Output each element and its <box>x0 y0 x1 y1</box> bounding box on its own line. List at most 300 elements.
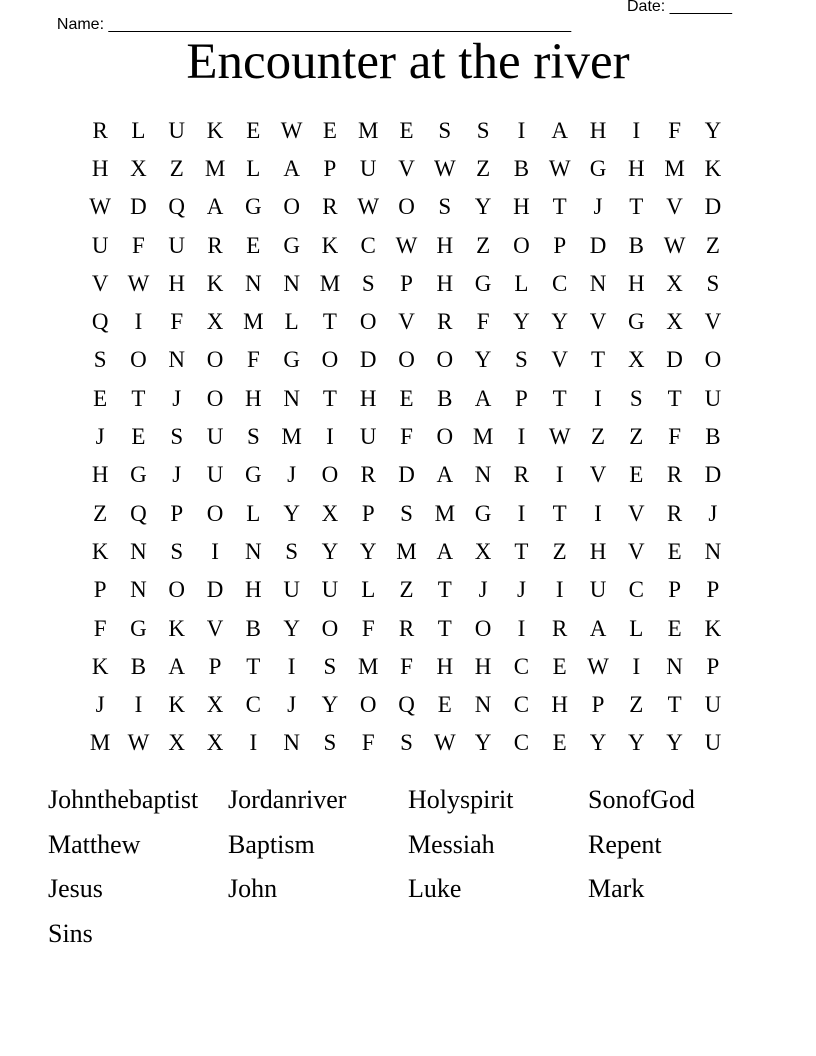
grid-letter: C <box>245 692 261 718</box>
grid-letter: O <box>206 385 224 411</box>
grid-letter: F <box>476 309 490 335</box>
grid-letter: O <box>704 347 722 373</box>
grid-letter: M <box>358 653 379 679</box>
grid-letter: R <box>360 462 376 488</box>
grid-letter: G <box>130 462 147 488</box>
grid-letter: A <box>589 615 607 641</box>
grid-letter: T <box>552 385 567 411</box>
grid-letter: T <box>552 500 567 526</box>
grid-letter: I <box>555 462 564 488</box>
grid-letter: S <box>706 270 720 296</box>
grid-letter: U <box>359 155 377 181</box>
grid-letter: K <box>704 615 722 641</box>
grid-letter: Y <box>551 309 569 335</box>
grid-letter: F <box>132 232 145 258</box>
grid-letter: D <box>589 232 607 258</box>
grid-letter: K <box>206 117 224 143</box>
grid-letter: R <box>513 462 530 488</box>
grid-letter: N <box>283 270 300 296</box>
grid-letter: A <box>551 117 569 143</box>
grid-letter: S <box>285 538 299 564</box>
grid-letter: R <box>666 462 683 488</box>
grid-letter: A <box>436 538 454 564</box>
grid-letter: I <box>287 653 296 679</box>
grid-letter: Y <box>321 538 339 564</box>
grid-letter: U <box>168 232 186 258</box>
grid-letter: E <box>399 117 414 143</box>
grid-letter: O <box>283 194 300 220</box>
word-list-item: Johnthebaptist <box>48 785 199 814</box>
grid-letter: T <box>322 385 337 411</box>
grid-letter: O <box>436 424 454 450</box>
grid-letter: Y <box>283 500 300 526</box>
grid-letter: T <box>629 194 644 220</box>
grid-letter: A <box>474 385 492 411</box>
grid-letter: N <box>283 385 300 411</box>
grid-letter: M <box>472 424 494 450</box>
grid-letter: N <box>474 692 492 718</box>
grid-letter: Z <box>476 232 491 258</box>
grid-letter: F <box>400 653 413 679</box>
grid-letter: E <box>93 385 108 411</box>
grid-letter: X <box>627 347 645 373</box>
grid-letter: E <box>131 424 146 450</box>
grid-letter: C <box>513 653 530 679</box>
grid-letter: H <box>589 117 607 143</box>
grid-letter: O <box>321 462 339 488</box>
grid-letter: O <box>436 347 454 373</box>
grid-letter: N <box>245 270 262 296</box>
grid-letter: R <box>207 232 223 258</box>
grid-letter: V <box>206 615 224 641</box>
grid-letter: D <box>398 462 415 488</box>
grid-letter: J <box>172 462 182 488</box>
grid-letter: Y <box>589 730 607 756</box>
grid-letter: Y <box>359 538 377 564</box>
grid-letter: I <box>249 730 258 756</box>
grid-letter: S <box>476 117 490 143</box>
grid-letter: N <box>589 270 607 296</box>
grid-letter: F <box>400 424 413 450</box>
grid-letter: Y <box>321 692 339 718</box>
grid-letter: N <box>704 538 722 564</box>
word-list-item: Repent <box>588 829 662 859</box>
grid-letter: B <box>130 653 147 679</box>
word-list-item: SonofGod <box>588 785 695 814</box>
grid-letter: U <box>704 730 722 756</box>
grid-letter: S <box>323 653 337 679</box>
grid-letter: Z <box>169 155 184 181</box>
grid-letter: X <box>168 730 186 756</box>
grid-letter: E <box>667 538 682 564</box>
grid-letter: C <box>628 577 644 603</box>
grid-letter: N <box>245 538 262 564</box>
grid-letter: B <box>245 615 261 641</box>
word-list-item: John <box>228 874 278 904</box>
grid-letter: L <box>246 155 261 181</box>
grid-letter: M <box>319 270 341 296</box>
word-list-item: Jesus <box>48 874 103 904</box>
grid-letter: R <box>552 615 568 641</box>
grid-letter: E <box>246 232 261 258</box>
grid-letter: V <box>666 194 683 220</box>
grid-letter: H <box>91 462 109 488</box>
grid-letter: A <box>283 155 300 181</box>
date-field-label: Date: _______ <box>627 0 732 15</box>
grid-letter: T <box>131 385 146 411</box>
grid-letter: F <box>93 615 107 641</box>
grid-letter: I <box>211 538 219 564</box>
name-field-label: Name: ____________________________________________________ <box>56 16 572 33</box>
grid-letter: G <box>130 615 147 641</box>
grid-letter: C <box>513 730 530 756</box>
grid-letter: X <box>474 538 492 564</box>
grid-letter: L <box>514 270 529 296</box>
grid-letter: O <box>474 615 492 641</box>
grid-letter: R <box>666 500 683 526</box>
grid-letter: U <box>206 424 224 450</box>
grid-letter: Y <box>666 730 683 756</box>
grid-letter: P <box>668 577 681 603</box>
word-list-item: Messiah <box>408 829 495 859</box>
grid-letter: U <box>206 462 224 488</box>
grid-letter: U <box>283 577 300 603</box>
grid-letter: K <box>321 232 339 258</box>
grid-letter: T <box>437 615 452 641</box>
grid-letter: Q <box>91 309 109 335</box>
grid-letter: W <box>433 730 456 756</box>
grid-letter: Y <box>627 730 645 756</box>
grid-letter: V <box>627 500 645 526</box>
grid-letter: E <box>552 653 567 679</box>
grid-letter: L <box>131 117 146 143</box>
grid-letter: Z <box>93 500 108 526</box>
grid-letter: Q <box>168 194 186 220</box>
grid-letter: H <box>513 194 530 220</box>
grid-letter: K <box>91 653 109 679</box>
grid-letter: F <box>361 730 375 756</box>
word-list-item: Matthew <box>48 829 141 859</box>
grid-letter: G <box>589 155 607 181</box>
grid-letter: G <box>283 232 300 258</box>
grid-letter: D <box>359 347 377 373</box>
grid-letter: R <box>398 615 415 641</box>
grid-letter: W <box>395 232 418 258</box>
grid-letter: T <box>667 385 682 411</box>
grid-letter: X <box>206 309 224 335</box>
grid-letter: W <box>663 232 686 258</box>
grid-letter: U <box>589 577 607 603</box>
grid-letter: D <box>704 194 722 220</box>
word-list-item: Jordanriver <box>228 785 347 814</box>
grid-letter: J <box>287 462 297 488</box>
grid-letter: X <box>666 309 683 335</box>
grid-letter: W <box>548 424 571 450</box>
page-title: Encounter at the river <box>186 34 630 90</box>
grid-letter: Q <box>398 692 415 718</box>
grid-letter: J <box>95 692 105 718</box>
grid-letter: W <box>127 270 150 296</box>
grid-letter: F <box>361 615 375 641</box>
grid-letter: H <box>359 385 377 411</box>
grid-letter: O <box>130 347 147 373</box>
word-list-item: Luke <box>408 874 462 904</box>
grid-letter: V <box>589 462 607 488</box>
grid-letter: G <box>474 270 492 296</box>
grid-letter: R <box>322 194 338 220</box>
grid-letter: E <box>246 117 261 143</box>
grid-letter: U <box>168 117 186 143</box>
grid-letter: H <box>627 155 645 181</box>
grid-letter: S <box>93 347 107 373</box>
grid-letter: N <box>130 577 147 603</box>
grid-letter: E <box>667 615 682 641</box>
grid-letter: S <box>515 347 528 373</box>
grid-letter: F <box>246 347 260 373</box>
grid-letter: S <box>323 730 337 756</box>
grid-letter: T <box>322 309 337 335</box>
grid-letter: W <box>89 194 111 220</box>
grid-letter: H <box>436 232 454 258</box>
grid-letter: K <box>91 538 109 564</box>
grid-letter: Y <box>513 309 530 335</box>
grid-letter: I <box>555 577 564 603</box>
grid-letter: F <box>668 117 681 143</box>
grid-letter: N <box>474 462 492 488</box>
grid-letter: O <box>398 347 415 373</box>
grid-letter: S <box>629 385 643 411</box>
grid-letter: Z <box>705 232 720 258</box>
grid-letter: I <box>517 615 526 641</box>
grid-letter: Z <box>476 155 491 181</box>
grid-letter: T <box>514 538 529 564</box>
grid-letter: M <box>396 538 417 564</box>
grid-letter: S <box>361 270 375 296</box>
grid-letter: H <box>551 692 569 718</box>
grid-letter: Z <box>629 692 644 718</box>
grid-letter: Z <box>590 424 606 450</box>
grid-letter: K <box>206 270 224 296</box>
grid-letter: P <box>591 692 605 718</box>
grid-letter: P <box>706 653 720 679</box>
word-list-item: Baptism <box>228 829 315 859</box>
grid-letter: U <box>321 577 339 603</box>
grid-letter: L <box>284 309 299 335</box>
grid-letter: H <box>245 385 262 411</box>
grid-letter: S <box>400 730 413 756</box>
grid-letter: V <box>398 309 415 335</box>
grid-letter: Y <box>474 730 492 756</box>
grid-letter: N <box>283 730 300 756</box>
grid-letter: W <box>548 155 571 181</box>
grid-letter: V <box>91 270 109 296</box>
grid-letter: O <box>398 194 415 220</box>
grid-letter: Z <box>552 538 567 564</box>
grid-letter: T <box>552 194 567 220</box>
grid-letter: Y <box>474 194 492 220</box>
grid-letter: G <box>627 309 645 335</box>
grid-letter: T <box>590 347 606 373</box>
grid-letter: B <box>513 155 530 181</box>
grid-letter: J <box>172 385 182 411</box>
grid-letter: S <box>170 424 184 450</box>
grid-letter: I <box>594 385 602 411</box>
grid-letter: E <box>437 692 452 718</box>
grid-letter: P <box>515 385 528 411</box>
grid-letter: J <box>593 194 603 220</box>
grid-letter: V <box>627 538 645 564</box>
grid-letter: S <box>246 424 260 450</box>
grid-letter: C <box>513 692 530 718</box>
grid-letter: J <box>708 500 718 526</box>
grid-letter: B <box>628 232 644 258</box>
grid-letter: Y <box>283 615 300 641</box>
grid-letter: M <box>434 500 456 526</box>
grid-letter: L <box>361 577 376 603</box>
grid-letter: Z <box>629 424 644 450</box>
grid-letter: H <box>474 653 492 679</box>
grid-letter: U <box>704 385 722 411</box>
header-line <box>48 0 748 33</box>
grid-letter: F <box>170 309 184 335</box>
grid-letter: P <box>170 500 184 526</box>
grid-letter: M <box>281 424 302 450</box>
grid-letter: I <box>134 309 143 335</box>
grid-letter: B <box>705 424 721 450</box>
grid-letter: P <box>706 577 720 603</box>
grid-letter: V <box>551 347 569 373</box>
grid-letter: Y <box>704 117 722 143</box>
grid-letter: B <box>437 385 453 411</box>
grid-letter: E <box>322 117 337 143</box>
grid-letter: W <box>127 730 150 756</box>
grid-letter: I <box>632 117 641 143</box>
grid-letter: I <box>517 117 526 143</box>
grid-letter: V <box>704 309 722 335</box>
grid-letter: M <box>358 117 379 143</box>
grid-letter: G <box>245 194 262 220</box>
grid-letter: I <box>134 692 143 718</box>
grid-letter: J <box>478 577 488 603</box>
grid-letter: J <box>95 424 105 450</box>
grid-letter: R <box>437 309 453 335</box>
grid-letter: I <box>517 500 526 526</box>
grid-letter: P <box>361 500 375 526</box>
grid-letter: F <box>668 424 681 450</box>
grid-letter: O <box>359 309 377 335</box>
grid-letter: U <box>704 692 722 718</box>
grid-letter: I <box>594 500 602 526</box>
grid-letter: W <box>280 117 303 143</box>
grid-letter: O <box>359 692 377 718</box>
grid-letter: H <box>589 538 607 564</box>
grid-letter: R <box>92 117 108 143</box>
word-list-item: Sins <box>48 919 93 949</box>
grid-letter: X <box>666 270 683 296</box>
grid-letter: L <box>629 615 644 641</box>
grid-letter: M <box>664 155 685 181</box>
grid-letter: P <box>323 155 337 181</box>
grid-letter: E <box>629 462 644 488</box>
grid-letter: N <box>666 653 683 679</box>
grid-letter: S <box>438 117 452 143</box>
letter-grid <box>81 111 732 762</box>
grid-letter: O <box>206 347 224 373</box>
grid-letter: E <box>399 385 414 411</box>
grid-letter: P <box>93 577 107 603</box>
grid-letter: H <box>91 155 109 181</box>
grid-letter: S <box>438 194 452 220</box>
word-list <box>48 778 768 957</box>
grid-letter: X <box>206 692 224 718</box>
grid-letter: D <box>704 462 722 488</box>
grid-letter: T <box>667 692 682 718</box>
grid-letter: H <box>436 270 454 296</box>
grid-letter: X <box>130 155 147 181</box>
grid-letter: V <box>589 309 607 335</box>
grid-letter: J <box>516 577 526 603</box>
grid-letter: J <box>287 692 297 718</box>
grid-letter: I <box>326 424 334 450</box>
grid-letter: O <box>321 615 339 641</box>
grid-letter: A <box>168 653 186 679</box>
grid-letter: U <box>91 232 109 258</box>
grid-letter: T <box>246 653 261 679</box>
grid-letter: A <box>436 462 454 488</box>
grid-letter: D <box>666 347 683 373</box>
grid-letter: Z <box>399 577 414 603</box>
grid-letter: M <box>204 155 226 181</box>
grid-letter: Q <box>130 500 147 526</box>
grid-letter: X <box>321 500 339 526</box>
grid-letter: H <box>436 653 454 679</box>
grid-letter: O <box>321 347 339 373</box>
grid-letter: P <box>208 653 222 679</box>
grid-letter: M <box>243 309 264 335</box>
grid-letter: G <box>283 347 300 373</box>
grid-letter: I <box>517 424 526 450</box>
grid-letter: D <box>206 577 224 603</box>
grid-letter: H <box>245 577 262 603</box>
grid-letter: P <box>553 232 567 258</box>
grid-letter: H <box>627 270 645 296</box>
grid-letter: S <box>170 538 184 564</box>
word-list-item: Holyspirit <box>408 785 514 814</box>
grid-letter: W <box>357 194 380 220</box>
grid-letter: U <box>359 424 377 450</box>
grid-letter: V <box>398 155 415 181</box>
grid-letter: I <box>632 653 641 679</box>
grid-letter: P <box>400 270 413 296</box>
grid-letter: O <box>206 500 224 526</box>
grid-letter: O <box>513 232 530 258</box>
grid-letter: N <box>130 538 147 564</box>
grid-letter: G <box>245 462 262 488</box>
grid-letter: W <box>587 653 609 679</box>
grid-letter: X <box>206 730 224 756</box>
grid-letter: N <box>168 347 186 373</box>
grid-letter: G <box>474 500 492 526</box>
grid-letter: H <box>168 270 186 296</box>
grid-letter: C <box>552 270 568 296</box>
grid-letter: K <box>168 615 186 641</box>
grid-letter: L <box>246 500 261 526</box>
grid-letter: Y <box>474 347 492 373</box>
grid-letter: M <box>89 730 111 756</box>
grid-letter: W <box>433 155 456 181</box>
grid-letter: O <box>168 577 186 603</box>
word-list-item: Mark <box>588 874 645 904</box>
